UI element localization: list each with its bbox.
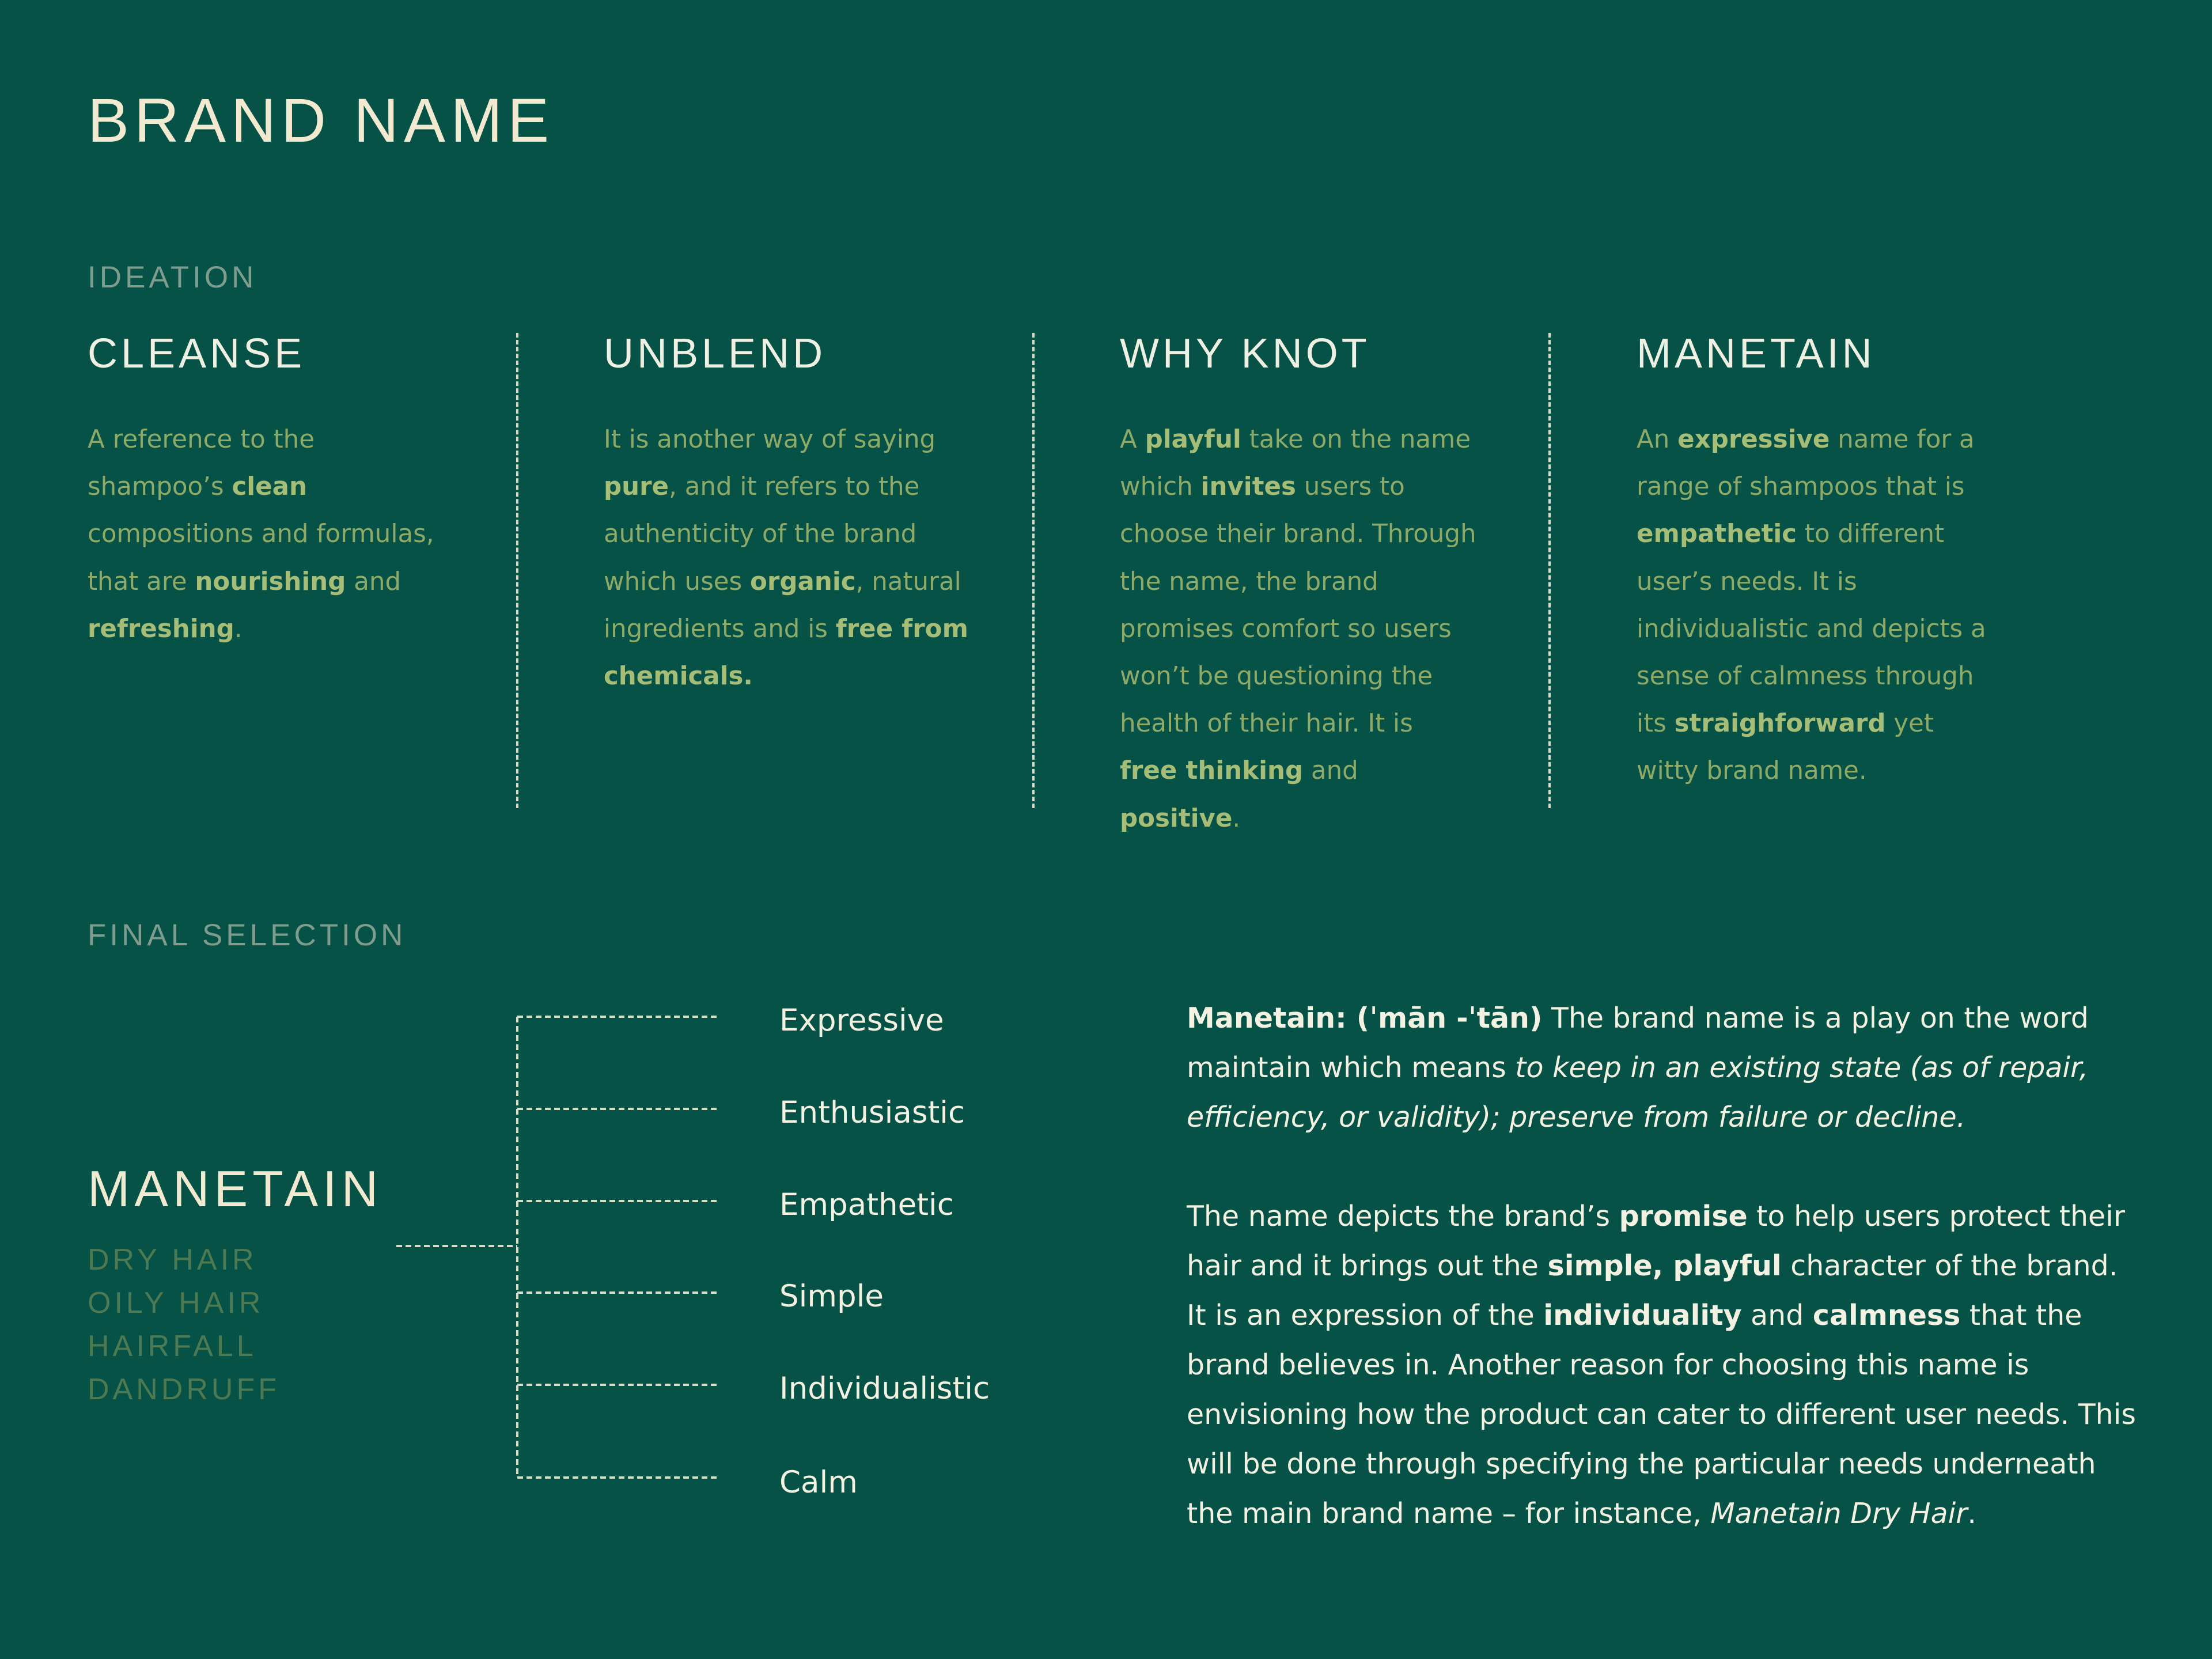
page-title: BRAND NAME (88, 85, 555, 155)
italic-text: Manetain Dry Hair (1710, 1497, 1968, 1530)
need-item: OILY HAIR (88, 1286, 264, 1320)
need-item: HAIRFALL (88, 1330, 257, 1363)
trait-label: Enthusiastic (779, 1095, 965, 1130)
final-selection-label: FINAL SELECTION (88, 918, 407, 952)
trait-label: Empathetic (779, 1187, 954, 1222)
description-definition (1187, 994, 2143, 1142)
ideation-column-unblend (604, 333, 1007, 700)
emphasis-text: positive (1120, 804, 1233, 833)
ideation-column-manetain (1637, 333, 2040, 795)
ideation-column-cleanse (88, 333, 491, 653)
ideation-heading: CLEANSE (88, 331, 306, 377)
ideation-heading: WHY KNOT (1120, 331, 1370, 377)
emphasis-text: invites (1200, 472, 1296, 502)
body-text: , and it refers to the authenticity of the brand which uses (604, 472, 920, 596)
emphasis-text: expressive (1677, 425, 1830, 454)
column-divider (516, 333, 518, 808)
body-text: yet witty brand name. (1637, 709, 1934, 786)
body-text: The brand name is a play on the word maintain which means (1187, 1002, 2089, 1084)
body-text: A reference to the shampoo’s (88, 425, 315, 502)
emphasis-text: playful (1145, 425, 1241, 454)
body-text: name for a range of shampoos that is (1637, 425, 1975, 502)
body-text: users to choose their brand. Through the name, the brand promises comfort so users won’t be questioning the health of their hair. It is (1120, 472, 1476, 738)
column-divider (1032, 333, 1035, 808)
emphasis-text: straighforward (1674, 709, 1886, 738)
body-text: and (1303, 756, 1358, 786)
trait-label: Calm (779, 1465, 858, 1500)
emphasis-text: individuality (1543, 1299, 1742, 1332)
needs-list (88, 1238, 280, 1411)
body-text: . (1232, 804, 1241, 833)
emphasis-text: free thinking (1120, 756, 1304, 786)
ideation-body (604, 416, 984, 700)
ideation-body (1120, 416, 1477, 842)
body-text: An (1637, 425, 1678, 454)
ideation-heading: UNBLEND (604, 331, 827, 377)
body-text: A (1120, 425, 1145, 454)
emphasis-text: free from chemicals. (604, 614, 968, 691)
emphasis-text: nourishing (195, 567, 346, 596)
body-text: . (234, 614, 243, 643)
emphasis-text: pure (604, 472, 669, 502)
description-rationale (1187, 1192, 2143, 1539)
emphasis-text: simple, playful (1547, 1249, 1782, 1282)
body-text: that the brand believes in. Another reason for choosing this name is envisioning how the product can cater to different user needs. This will be done through specifying the particular needs underneath the main brand name – for instance, (1187, 1299, 2136, 1530)
body-text: and (346, 567, 402, 596)
emphasis-text: organic (750, 567, 856, 596)
need-item: DRY HAIR (88, 1243, 257, 1277)
body-text: take on the name which (1120, 425, 1471, 502)
emphasis-text: Manetain: (ˈmān -ˈtān) (1187, 1002, 1543, 1035)
body-text: to different user’s needs. It is individualistic and depicts a sense of calmness through its (1637, 520, 1986, 738)
emphasis-text: empathetic (1637, 520, 1797, 549)
body-text: character of the brand. It is an expression of the (1187, 1249, 2118, 1332)
ideation-heading: MANETAIN (1637, 331, 1876, 377)
emphasis-text: clean (232, 472, 307, 502)
italic-text: to keep in an existing state (as of repair, efficiency, or validity); preserve from failure or decline. (1187, 1051, 2089, 1134)
body-text: It is another way of saying (604, 425, 936, 454)
ideation-label: IDEATION (88, 260, 257, 294)
body-text: The name depicts the brand’s (1187, 1200, 1619, 1233)
emphasis-text: refreshing (88, 614, 234, 643)
trait-label: Simple (779, 1279, 884, 1314)
ideation-body (88, 416, 456, 653)
trait-label: Individualistic (779, 1371, 990, 1406)
body-text: , natural ingredients and is (604, 567, 961, 643)
column-divider (1548, 333, 1551, 808)
final-brand-name: MANETAIN (88, 1160, 383, 1217)
ideation-body (1637, 416, 1994, 795)
need-item: DANDRUFF (88, 1373, 280, 1406)
body-text: . (1967, 1497, 1976, 1530)
trait-label: Expressive (779, 1003, 944, 1038)
emphasis-text: promise (1619, 1200, 1748, 1233)
body-text: to help users protect their hair and it brings out the (1187, 1200, 2125, 1282)
ideation-column-why-knot (1120, 333, 1523, 842)
body-text: and (1741, 1299, 1813, 1332)
body-text: compositions and formulas, that are (88, 520, 434, 596)
emphasis-text: calmness (1812, 1299, 1961, 1332)
